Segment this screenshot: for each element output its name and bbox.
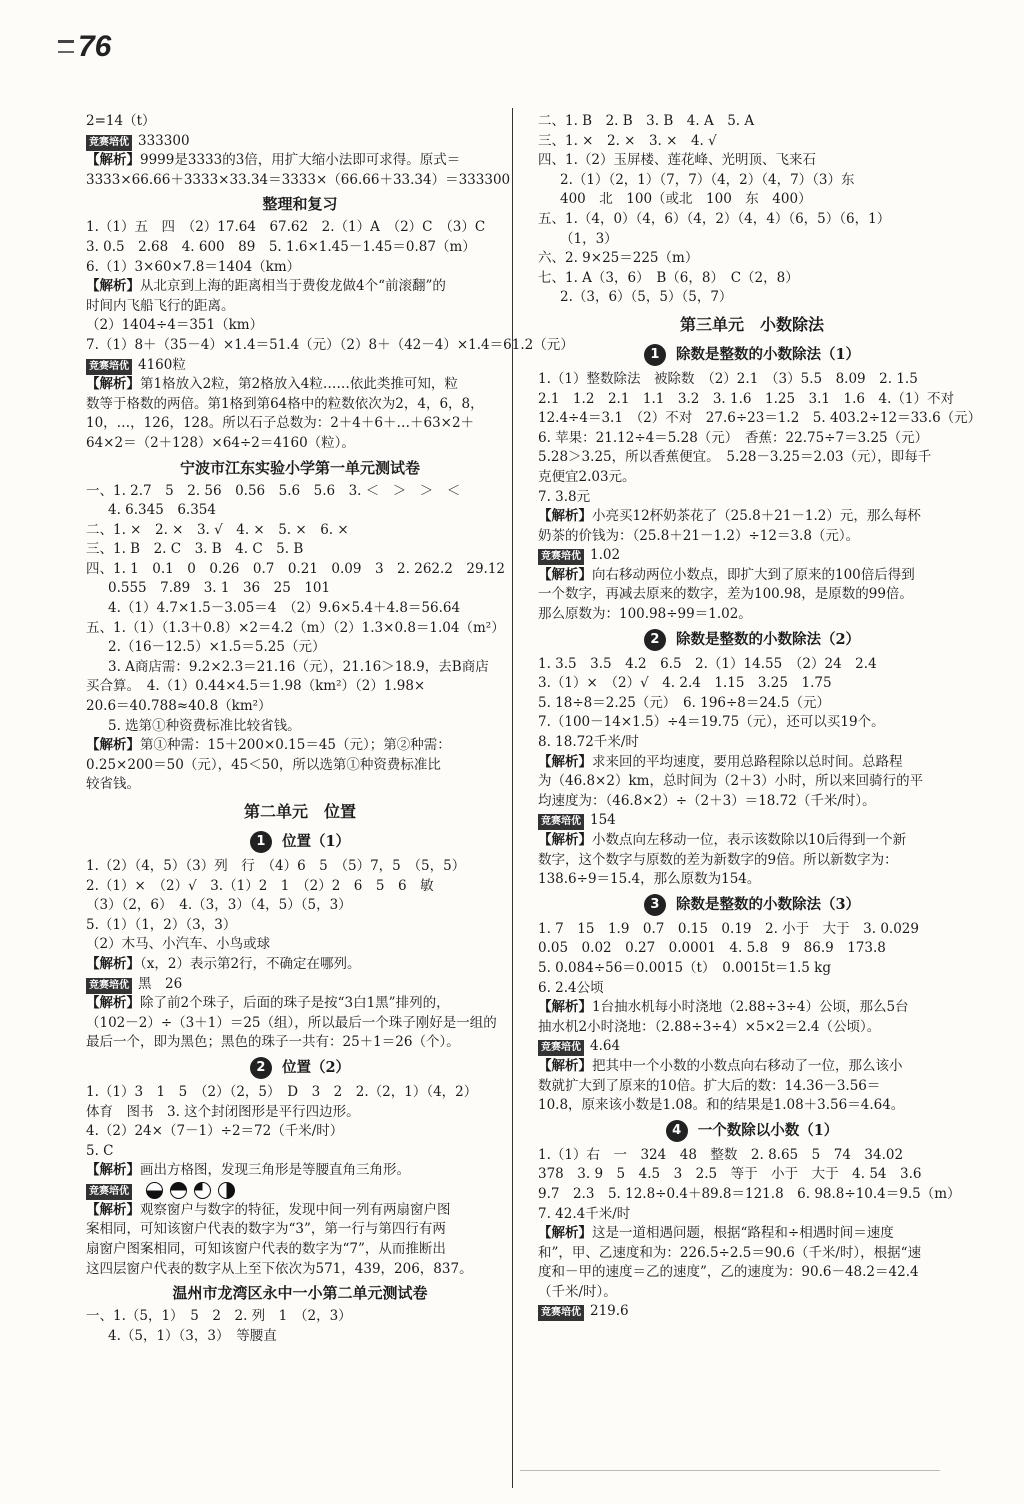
text-line: 一、1.（5，1） 5 2 2. 列 1 （2，3）	[86, 1308, 352, 1325]
analysis-text: （x，2）表示第2行，不确定在哪列。	[140, 955, 361, 972]
analysis-label: 【解析】	[538, 1225, 592, 1242]
text-line: 7.（1）8＋（35－4）×1.4＝51.4（元）（2）8＋（42－4）×1.4＝61.2（元）	[86, 336, 574, 353]
text-line	[538, 546, 966, 566]
text-line: 138.6÷9＝15.4，那么原数为154。	[538, 871, 761, 888]
answer: 4160粒	[138, 356, 186, 373]
text-line	[538, 1302, 966, 1322]
test-paper-heading: 温州市龙湾区永中一小第二单元测试卷	[172, 1284, 428, 1303]
analysis-label: 【解析】	[538, 508, 592, 525]
text-line: 奶茶的价钱为：（25.8＋21－1.2）÷12＝3.8（元）。	[538, 527, 860, 544]
answer: 黑 26	[138, 975, 183, 992]
text-line: 12.4÷4＝3.1 （2）不对 27.6÷23＝1.2 5. 403.2÷12＝33.6（元）	[538, 410, 982, 427]
analysis-label: 【解析】	[538, 566, 592, 583]
text-line: 数等于格数的两倍。第1格到第64格中的粒数依次为2，4，6，8，	[86, 395, 484, 412]
lesson-heading	[538, 342, 966, 368]
page-header-ornament	[58, 40, 74, 53]
text-line: 4.（1）4.7×1.5－3.05＝4 （2）9.6×5.4＋4.8＝56.64	[108, 600, 461, 617]
analysis-text: 第1格放入2粒，第2格放入4粒……依此类推可知，粒	[140, 376, 458, 393]
text-line: 和”，甲、乙速度和为：226.5÷2.5＝90.6（千米/时），根据“速	[538, 1244, 922, 1261]
lesson-heading	[538, 627, 966, 653]
lesson-title: 位置（1）	[281, 833, 351, 850]
text-line: 最后一个，即为黑色；黑色的珠子一共有：25＋1＝26（个）。	[86, 1034, 460, 1051]
text-line: 3. A商店需：9.2×2.3＝21.16（元），21.16＞18.9，去B商店	[108, 658, 489, 675]
text-line	[86, 277, 514, 297]
analysis-text: 第①种需：15＋200×0.15＝45（元）；第②种需：	[140, 737, 451, 754]
right-column	[538, 112, 982, 1322]
text-line: 4.（5，1）（3，3） 等腰直	[108, 1327, 277, 1344]
competition-tag: 竞赛培优	[538, 549, 584, 565]
analysis-label: 【解析】	[86, 152, 140, 169]
analysis-label: 【解析】	[538, 832, 592, 848]
answer: 154	[590, 812, 616, 829]
text-line: 抽水机2小时浇地：（2.88÷3÷4）×5×2＝2.4（公顷）。	[538, 1018, 881, 1035]
competition-tag: 竞赛培优	[538, 1040, 584, 1056]
text-line	[86, 151, 514, 171]
text-line: 20.6＝40.788≈40.8（km²）	[86, 698, 272, 715]
text-line: 为（46.8×2）km，总时间为（2＋3）小时，所以来回骑行的平	[538, 773, 924, 790]
competition-tag: 竞赛培优	[86, 1184, 132, 1200]
text-line: 那么原数为：100.98÷99＝1.02。	[538, 606, 752, 623]
unit-heading: 第二单元 位置	[243, 802, 356, 821]
analysis-text: 小数点向左移动一位，表示该数除以10后得到一个新	[592, 832, 907, 848]
footer-rule	[520, 1470, 940, 1471]
lesson-heading	[538, 892, 966, 918]
text-line: 3.（1）× （2）√ 4. 2.4 1.15 3.25 1.75	[538, 675, 832, 692]
competition-tag: 竞赛培优	[86, 978, 132, 994]
lesson-number-badge: 1	[644, 344, 666, 366]
analysis-text: 1台抽水机每小时浇地（2.88÷3÷4）公顷，那么5台	[592, 999, 909, 1016]
text-line: 四、1. 1 0.1 0 0.26 0.7 0.21 0.09 3 2. 262.2 29.12	[86, 560, 506, 577]
text-line: 扇窗户图案相同，可知该窗户代表的数字为“7”，从而推断出	[86, 1240, 446, 1257]
text-line: 3. 0.5 2.68 4. 600 89 5. 1.6×1.45－1.45＝0.87（m）	[86, 238, 476, 255]
answer: 1.02	[590, 547, 621, 564]
split-circle-icon	[218, 1182, 235, 1199]
text-line: 2.（1）× （2）√ 3.（1）2 1 （2）2 6 5 6 敏	[86, 877, 434, 894]
text-line	[86, 356, 514, 376]
lesson-heading	[86, 829, 514, 855]
analysis-label: 【解析】	[86, 376, 140, 393]
text-line: 7. 42.4千米/时	[538, 1205, 631, 1222]
analysis-text: 求来回的平均速度，要用总路程除以总时间。总路程	[592, 753, 903, 770]
text-line: 5.（1）（1，2）（3，3）	[86, 916, 237, 933]
text-line	[538, 507, 966, 527]
text-line: 七、1. A（3，6） B（6，8） C（2，8）	[538, 269, 799, 286]
text-line: 2=14（t）	[86, 113, 156, 129]
half-circle-icon	[146, 1182, 163, 1199]
text-line: 5. C	[86, 1142, 114, 1159]
text-line: 2.（1）（2，1）（7，7）（4，2）（4，7）（3）东	[560, 171, 855, 188]
text-line: 6. 2.4公顷	[538, 979, 604, 996]
lesson-title: 除数是整数的小数除法（1）	[675, 345, 861, 363]
text-line	[86, 132, 514, 152]
text-line: 4.（2）24×（7－1）÷2＝72（千米/时）	[86, 1123, 344, 1140]
lesson-heading	[538, 1118, 966, 1144]
analysis-text: 9999是3333的3倍，用扩大缩小法即可求得。原式＝	[140, 152, 461, 169]
text-line: 5. 选第①种资费标准比较省钱。	[108, 717, 301, 734]
text-line: 六、2. 9×25＝225（m）	[538, 250, 699, 267]
text-line	[538, 1037, 966, 1057]
analysis-label: 【解析】	[538, 999, 592, 1016]
text-line	[538, 1057, 966, 1077]
text-line	[86, 1161, 514, 1181]
text-line: 1. 7 15 1.9 0.7 0.15 0.19 2. 小于 大于 3. 0.029	[538, 920, 919, 937]
text-line	[86, 375, 514, 395]
text-line	[86, 1201, 514, 1221]
answer: 4.64	[590, 1038, 621, 1055]
lesson-title: 除数是整数的小数除法（3）	[675, 895, 861, 913]
lesson-title: 位置（2）	[281, 1058, 351, 1076]
lesson-title: 一个数除以小数（1）	[697, 1121, 839, 1139]
analysis-label: 【解析】	[538, 1057, 592, 1074]
text-line: 一个数字，再减去原来的数字，差为100.98，是原数的99倍。	[538, 586, 913, 603]
text-line: 1.（1）右 一 324 48 整数 2. 8.65 5 74 34.02	[538, 1146, 904, 1163]
text-line: 三、1. × 2. × 3. × 4. √	[538, 132, 717, 149]
quarter-circle-icon	[170, 1182, 187, 1199]
text-line: （2）木马、小汽车、小鸟或球	[86, 936, 271, 953]
text-line: 案相同，可知该窗户代表的数字为“3”，第一行与第四行有两	[86, 1221, 446, 1238]
text-line: 买合算。 4.（1）0.44×4.5＝1.98（km²）（2）1.98×	[86, 678, 426, 695]
text-line: 五、1.（4，0）（4，6）（4，2）（4，4）（6，5）（6，1）	[538, 210, 891, 227]
text-line: 三、1. B 2. C 3. B 4. C 5. B	[86, 541, 304, 558]
text-line: （102－2）÷（3＋1）＝25（组），所以最后一个珠子刚好是一组的	[86, 1014, 497, 1031]
text-line	[538, 753, 966, 773]
text-line: 1. 3.5 3.5 4.2 6.5 2.（1）14.55 （2）24 2.4	[538, 655, 877, 672]
text-line: 较省钱。	[86, 776, 140, 793]
text-line: 时间内飞船飞行的距离。	[86, 297, 235, 314]
competition-tag: 竞赛培优	[538, 814, 584, 830]
section-heading: 整理和复习	[262, 195, 338, 214]
text-line: 度和－甲的速度＝乙的速度”，乙的速度为：90.6－48.2＝42.4	[538, 1264, 919, 1281]
lesson-number-badge: 1	[250, 831, 272, 853]
page-number: 76	[78, 30, 112, 63]
three-quarter-circle-icon	[194, 1182, 211, 1199]
test-paper-heading: 宁波市江东实验小学第一单元测试卷	[179, 458, 420, 477]
text-line: 一、1. 2.7 5 2. 56 0.56 5.6 5.6 3. ＜ ＞ ＞ ＜	[86, 482, 461, 499]
text-line: 2.（16－12.5）×1.5＝5.25（元）	[108, 639, 326, 656]
analysis-text: 从北京到上海的距离相当于费俊龙做4个“前滚翻”的	[140, 278, 446, 295]
text-line: 0.05 0.02 0.27 0.0001 4. 5.8 9 86.9 173.8	[538, 940, 886, 957]
competition-tag: 竞赛培优	[86, 135, 132, 151]
analysis-text: 画出方格图，发现三角形是等腰直角三角形。	[140, 1162, 410, 1179]
text-line	[538, 811, 966, 831]
text-line	[86, 975, 514, 995]
text-line: 二、1. B 2. B 3. B 4. A 5. A	[538, 113, 755, 129]
analysis-text: 向右移动两位小数点，即扩大到了原来的100倍后得到	[592, 566, 915, 583]
text-line: 0.25×200＝50（元），45＜50，所以选第①种资费标准比	[86, 756, 441, 773]
text-line: 400 北 100（或北 100 东 400）	[560, 191, 812, 208]
text-line: 7. 3.8元	[538, 488, 591, 505]
analysis-label: 【解析】	[86, 1162, 140, 1179]
text-line: 克便宜2.03元。	[538, 468, 636, 485]
answer: 219.6	[590, 1303, 629, 1320]
text-line	[538, 566, 966, 586]
text-line: 1.（2）（4，5）（3）列 行 （4）6 5 （5）7，5 （5，5）	[86, 858, 466, 874]
text-line: 1.（1）整数除法 被除数 （2）2.1 （3）5.5 8.09 2. 1.5	[538, 370, 918, 387]
text-line: 二、1. × 2. × 3. √ 4. × 5. × 6. ×	[86, 521, 349, 538]
analysis-text: 除了前2个珠子，后面的珠子是按“3白1黑”排列的，	[140, 995, 450, 1012]
text-line: 378 3. 9 5 4.5 3 2.5 等于 小于 大于 4. 54 3.6	[538, 1166, 922, 1183]
analysis-text: 这是一道相遇问题，根据“路程和÷相遇时间＝速度	[592, 1225, 894, 1242]
analysis-label: 【解析】	[86, 737, 140, 754]
text-line	[86, 736, 514, 756]
text-line: 6.（1）3×60×7.8＝1404（km）	[86, 258, 301, 275]
lesson-number-badge: 2	[644, 629, 666, 651]
text-line: 数字，这个数字与原数的差为新数字的9倍。所以新数字为：	[538, 851, 898, 868]
text-line	[86, 1181, 514, 1201]
text-line: 5.28＞3.25，所以香蕉便宜。 5.28－3.25＝2.03（元），即每千	[538, 449, 932, 466]
text-line: 7.（100－14×1.5）÷4＝19.75（元），还可以买19个。	[538, 714, 885, 731]
text-line: （1，3）	[560, 230, 618, 247]
window-pattern-figure	[146, 1181, 242, 1201]
competition-tag: 竞赛培优	[86, 359, 132, 375]
analysis-label: 【解析】	[538, 753, 592, 770]
text-line	[86, 955, 514, 975]
text-line: 0.555 7.89 3. 1 36 25 101	[108, 580, 331, 597]
analysis-text: 观察窗户与数字的特征，发现中间一列有两扇窗户图	[140, 1201, 451, 1218]
text-line: 6. 苹果：21.12÷4＝5.28（元） 香蕉：22.75÷7＝3.25（元）	[538, 429, 929, 446]
text-line: 均速度为：（46.8×2）÷（2＋3）＝18.72（千米/时）。	[538, 792, 876, 809]
text-line: 5. 0.084÷56＝0.0015（t） 0.0015t＝1.5 kg	[538, 959, 831, 976]
text-line: （千米/时）。	[538, 1283, 617, 1300]
unit-heading: 第三单元 小数除法	[679, 314, 824, 334]
text-line: 64×2＝（2＋128）×64÷2＝4160（粒）。	[86, 434, 355, 451]
text-line: 1.（1）五 四 （2）17.64 67.62 2.（1）A （2）C （3）C	[86, 219, 486, 236]
text-line: 这四层窗户代表的数字从上至下依次为571，439，206，837。	[86, 1260, 473, 1277]
analysis-label: 【解析】	[86, 995, 140, 1012]
text-line: 五、1.（1）（1.3＋0.8）×2＝4.2（m）（2）1.3×0.8＝1.04（m²）	[86, 619, 505, 636]
analysis-text: 把其中一个小数的小数点向右移动了一位，那么该小	[592, 1057, 903, 1074]
text-line: 1.（1）3 1 5 （2）（2，5） D 3 2 2.（2，1）（4，2）	[86, 1083, 478, 1100]
text-line	[538, 1224, 966, 1244]
lesson-number-badge: 4	[666, 1120, 688, 1142]
text-line: 2.1 1.2 2.1 1.1 3.2 3. 1.6 1.25 3.1 1.6 4.（1）不对	[538, 390, 954, 407]
text-line: 3333×66.66＋3333×33.34＝3333×（66.66＋33.34）＝333300	[86, 171, 511, 188]
text-line: 5. 18÷8＝2.25（元） 6. 196÷8＝24.5（元）	[538, 694, 830, 711]
text-line: 数就扩大到了原来的10倍。扩大后的数：14.36－3.56＝	[538, 1077, 881, 1094]
text-line: 4. 6.345 6.354	[108, 502, 216, 519]
analysis-text: 小亮买12杯奶茶花了（25.8＋21－1.2）元，那么每杯	[592, 508, 921, 525]
text-line: 体育 图书 3. 这个封闭图形是平行四边形。	[86, 1103, 360, 1120]
text-line: 10，…，126，128。所以石子总数为：2＋4＋6＋…＋63×2＋	[86, 415, 475, 432]
lesson-title: 除数是整数的小数除法（2）	[675, 630, 861, 648]
lesson-heading	[86, 1055, 514, 1081]
text-line: 9.7 2.3 5. 12.8÷0.4＋89.8＝121.8 6. 98.8÷10.4＝9.5（m）	[538, 1185, 961, 1202]
text-line: （3）（2，6） 4.（3，3）（4，5）（5，3）	[86, 897, 352, 914]
text-line: （2）1404÷4＝351（km）	[86, 317, 264, 334]
text-line	[86, 994, 514, 1014]
text-line: 8. 18.72千米/时	[538, 734, 639, 751]
text-line	[538, 998, 966, 1018]
competition-tag: 竞赛培优	[538, 1305, 584, 1321]
lesson-number-badge: 3	[644, 894, 666, 916]
text-line	[538, 831, 966, 851]
analysis-label: 【解析】	[86, 955, 140, 972]
text-line: 10.8，原来该小数是1.08。和的结果是1.08＋3.56＝4.64。	[538, 1097, 905, 1114]
text-line: 2.（3，6）（5，5）（5，7）	[560, 289, 733, 306]
lesson-number-badge: 2	[250, 1057, 272, 1079]
analysis-label: 【解析】	[86, 1201, 140, 1218]
text-line: 四、1.（2）玉屏楼、莲花峰、光明顶、飞来石	[538, 152, 816, 169]
analysis-label: 【解析】	[86, 278, 140, 295]
answer: 333300	[138, 132, 190, 149]
